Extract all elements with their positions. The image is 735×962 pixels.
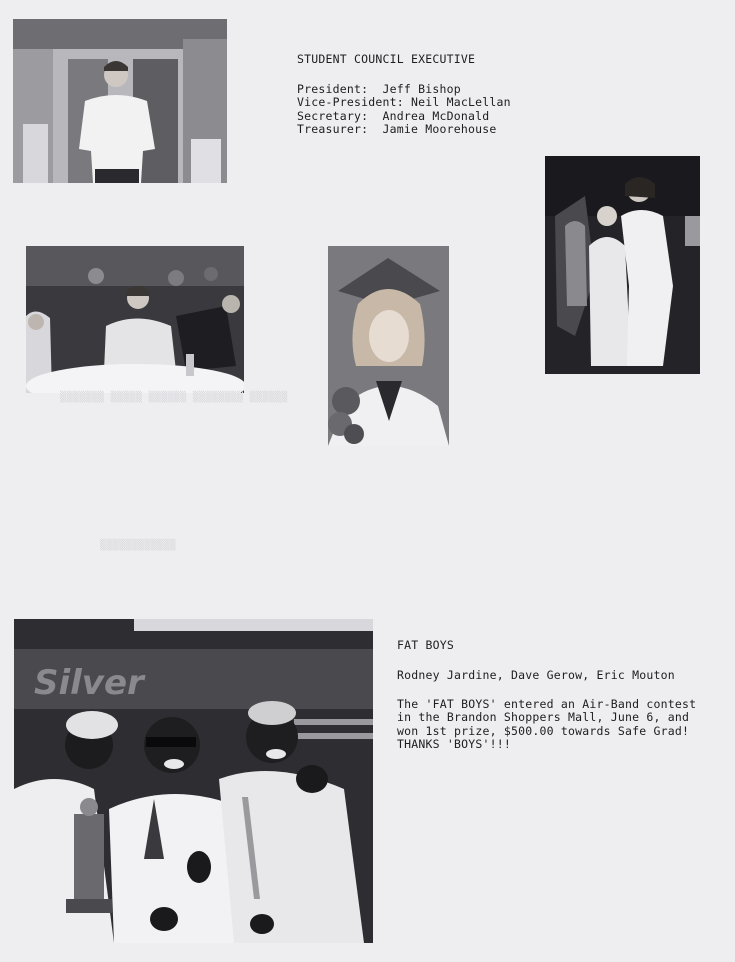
photo-couple	[545, 156, 700, 374]
caption-line: THANKS 'BOYS'!!!	[397, 737, 511, 752]
photo-president	[13, 19, 227, 183]
bleed-through-text: ▒▒▒▒▒▒▒ ▒▒▒▒▒ ▒▒▒▒▒▒ ▒▒▒▒▒▒▒▒ ▒▒▒▒▒▒	[60, 392, 288, 403]
caption-line: The 'FAT BOYS' entered an Air-Band contest	[397, 697, 697, 711]
fatboys-names: Rodney Jardine, Dave Gerow, Eric Mouton	[397, 668, 675, 682]
mall-sign-text: Silver	[34, 663, 144, 703]
caption-line: in the Brandon Shoppers Mall, June 6, and	[397, 710, 690, 725]
photo-fat-boys	[14, 619, 373, 943]
bleed-through-text: ▒▒▒▒▒▒▒▒▒▒▒▒	[100, 540, 176, 551]
photo-graduate	[328, 246, 449, 446]
council-member: Vice-President: Neil MacLellan	[297, 95, 511, 110]
council-member: Treasurer: Jamie Moorehouse	[297, 122, 497, 137]
fatboys-heading: FAT BOYS	[397, 638, 454, 652]
council-member: Secretary: Andrea McDonald	[297, 108, 490, 123]
photo-banquet	[26, 246, 244, 393]
fatboys-caption	[397, 698, 696, 752]
council-heading: STUDENT COUNCIL EXECUTIVE	[297, 52, 476, 66]
council-list	[297, 83, 511, 137]
council-member: President: Jeff Bishop	[297, 82, 461, 96]
caption-line: won 1st prize, $500.00 towards Safe Grad!	[397, 723, 690, 738]
